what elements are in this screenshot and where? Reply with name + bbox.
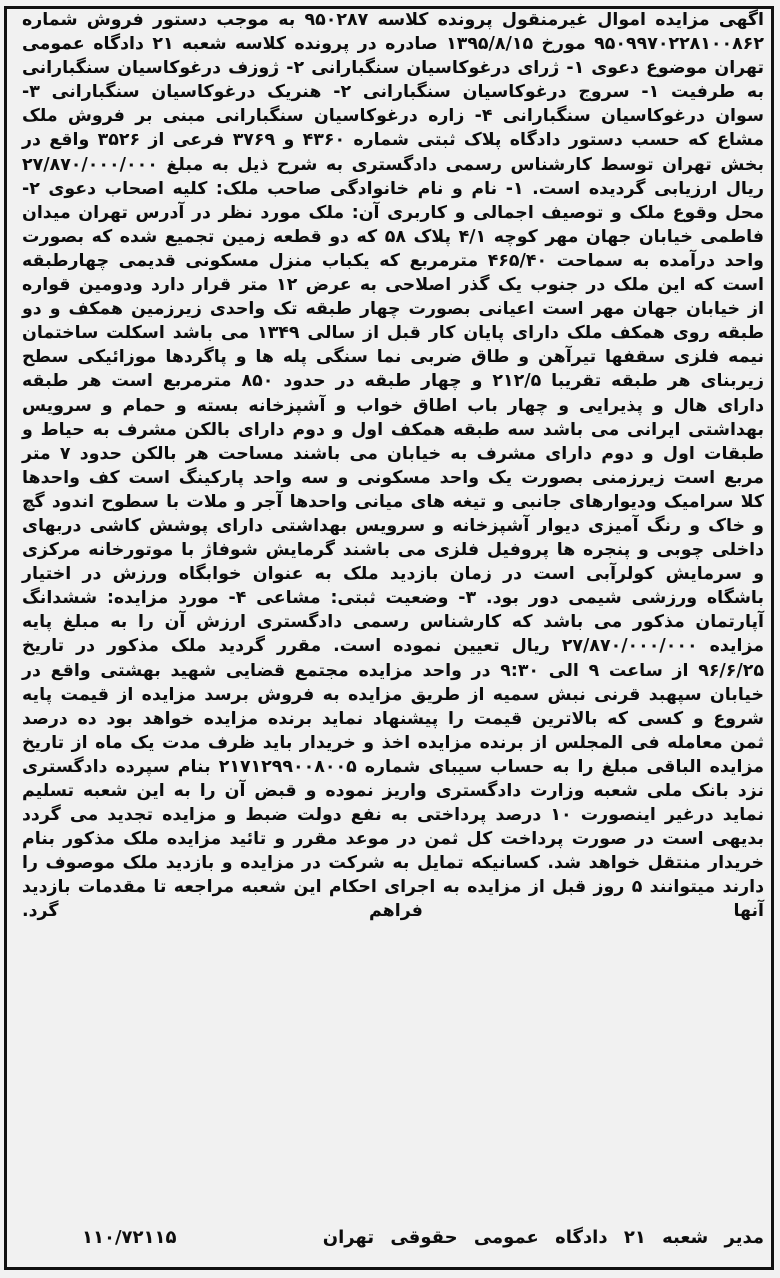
- court-signature: مدیر شعبه ۲۱ دادگاه عمومی حقوقی تهران: [322, 1226, 764, 1248]
- reference-number: ۱۱۰/۷۲۱۱۵: [82, 1226, 177, 1248]
- notice-footer: [22, 1220, 764, 1254]
- auction-notice-text: اگهی مزایده اموال غیرمنقول پرونده کلاسه ۹۵۰۲۸۷ به موجب دستور فروش شماره ۹۵۰۹۹۷۰۲۲۸۱۰۰۸۶۲ مورخ ۱۳۹۵/۸/۱۵ صادره در پرونده کلاسه شعبه ۲۱ دادگاه عمومی تهران موضوع دعوی ۱- ژرای درغوکاسیان سنگبارانی ۲- ژوزف درغوکاسیان سنگبارانی به طرفیت ۱- سروج درغوکاسیان سنگبارانی ۲- هنریک درغوکاسیان سنگبارانی ۳- سوان درغوکاسیان سنگبارانی ۴- زاره درغوکاسیان سنگبارانی مبنی بر فروش ملک مشاع که حسب دستور دادگاه پلاک ثبتی شماره ۴۳۶۰ و ۳۷۶۹ فرعی از ۳۵۲۶ واقع در بخش تهران توسط کارشناس رسمی دادگستری به شرح ذیل به مبلغ ۲۷/۸۷۰/۰۰۰/۰۰۰ ریال ارزیابی گردیده است. ۱- نام و نام خانوادگی صاحب ملک: کلیه اصحاب دعوی ۲- محل وقوع ملک و توصیف اجمالی و کاربری آن: ملک مورد نظر در آدرس تهران میدان فاطمی خیابان جهان مهر کوچه ۴/۱ پلاک ۵۸ که دو قطعه زمین تجمیع شده که بصورت واحد درآمده به سماحت ۴۶۵/۴۰ مترمربع که یکباب منزل مسکونی قدیمی چهارطبقه است که این ملک در جنوب یک گذر اصلاحی به عرض ۱۲ متر قرار دارد ودومین قواره از خیابان جهان مهر است اعیانی بصورت چهار طبقه تک واحدی زیرزمین همکف و دو طبقه روی همکف ملک دارای پایان کار قبل از سالی ۱۳۴۹ می باشد اسکلت ساختمان نیمه فلزی سقفها تیرآهن و طاق ضربی نما سنگی پله ها و پاگردها موزائیکی سطح زیربنای هر طبقه تقریبا ۲۱۲/۵ و چهار طبقه در حدود ۸۵۰ مترمربع است هر طبقه دارای هال و پذیرایی و چهار باب اطاق خواب و آشپزخانه بسته و حمام و سرویس بهداشتی ایرانی می باشد سه طبقه همکف اول و دوم دارای بالکن مشرف به حیاط و طبقات اول و دوم دارای مشرف به خیابان می باشند مساحت هر بالکن حدود ۷ متر مربع است زیرزمنی بصورت یک واحد مسکونی و سه واحد پارکینگ است کف واحدها کلا سرامیک ودیوارهای جانبی و تیغه های میانی واحدها آجر و ملات با سطوح اندود گچ و خاک و رنگ آمیزی دیوار آشپزخانه و سرویس بهداشتی دارای پوشش کاشی دربهای داخلی چوبی و پنجره ها پروفیل فلزی می باشند گرمایش شوفاژ با موتورخانه مرکزی و سرمایش کولرآبی است در زمان بازدید ملک به عنوان خوابگاه ورزش در اختیار باشگاه ورزشی شیمی دور بود. ۳- وضعیت ثبتی: مشاعی ۴- مورد مزایده: ششدانگ آپارتمان مذکور می باشد که کارشناس رسمی دادگستری ارزش آن را به مبلغ پایه مزایده ۲۷/۸۷۰/۰۰۰/۰۰۰ ریال تعیین نموده است. مقرر گردید ملک مذکور در تاریخ ۹۶/۶/۲۵ از ساعت ۹ الی ۹:۳۰ در واحد مزایده مجتمع قضایی شهید بهشتی واقع در خیابان سپهبد قرنی نبش سمیه از طریق مزایده به فروش برسد مزایده از قیمت پایه شروع و کسی که بالاترین قیمت را پیشنهاد نماید برنده مزایده خواهد بود ده درصد ثمن معامله فی المجلس از برنده مزایده اخذ و خریدار باید ظرف مدت یک ماه از تاریخ مزایده الباقی مبلغ را به حساب سیبای شماره ۲۱۷۱۲۹۹۰۰۸۰۰۵ بنام سپرده دادگستری نزد بانک ملی شعبه وزارت دادگستری واریز نموده و قبض آن را به این شعبه تسلیم نماید درغیر اینصورت ۱۰ درصد پرداختی به نفع دولت ضبط و مزایده تجدید می گردد بدیهی است در صورت پرداخت کل ثمن در موعد مقرر و تائید مزایده ملک مذکور بنام خریدار منتقل خواهد شد. کسانیکه تمایل به شرکت در مزایده و بازدید ملک موصوف را دارند میتوانند ۵ روز قبل از مزایده به اجرای احکام این شعبه مراجعه تا مقدمات بازدید آنها فراهم گرد.: [22, 10, 765, 922]
